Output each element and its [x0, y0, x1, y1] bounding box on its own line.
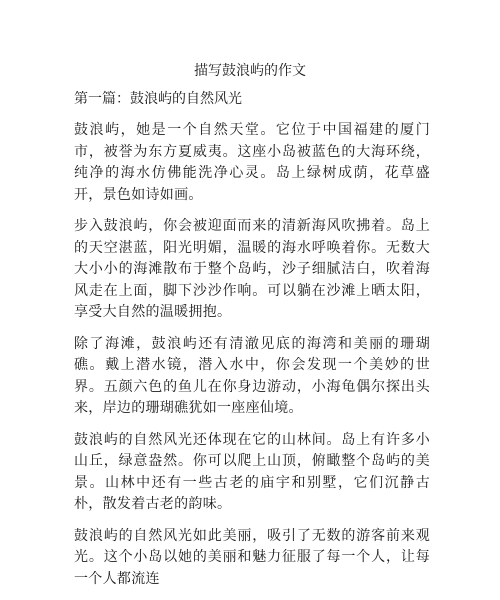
paragraph: 除了海滩，鼓浪屿还有清澈见底的海湾和美丽的珊瑚礁。戴上潜水镜，潜入水中，你会发现一个美妙的世界。五颜六色的鱼儿在你身边游动，小海龟偶尔探出头来，岸边的珊瑚礁犹如一座座仙境。	[74, 335, 430, 416]
section-heading: 第一篇：鼓浪屿的自然风光	[74, 91, 242, 107]
paragraph: 鼓浪屿的自然风光如此美丽，吸引了无数的游客前来观光。这个小岛以她的美丽和魅力征服了每一个人，让每一个人都流连	[74, 527, 430, 587]
paragraph: 步入鼓浪屿，你会被迎面而来的清新海风吹拂着。岛上的天空湛蓝，阳光明媚，温暖的海水呼唤着你。无数大大小小的海滩散布于整个岛屿，沙子细腻洁白，吹着海风走在上面，脚下沙沙作响。可以躺在沙滩上晒太阳，享受大自然的温暖拥抱。	[74, 218, 430, 320]
document-title: 描写鼓浪屿的作文	[194, 63, 306, 79]
paragraph: 鼓浪屿，她是一个自然天堂。它位于中国福建的厦门市，被誉为东方夏威夷。这座小岛被蓝色的大海环绕，纯净的海水仿佛能洗净心灵。岛上绿树成荫，花草盛开，景色如诗如画。	[74, 122, 430, 203]
article-body	[74, 120, 430, 600]
paragraph: 鼓浪屿的自然风光还体现在它的山林间。岛上有许多小山丘，绿意盎然。你可以爬上山顶，俯瞰整个岛屿的美景。山林中还有一些古老的庙宇和别墅，它们沉静古朴，散发着古老的韵味。	[74, 431, 430, 512]
